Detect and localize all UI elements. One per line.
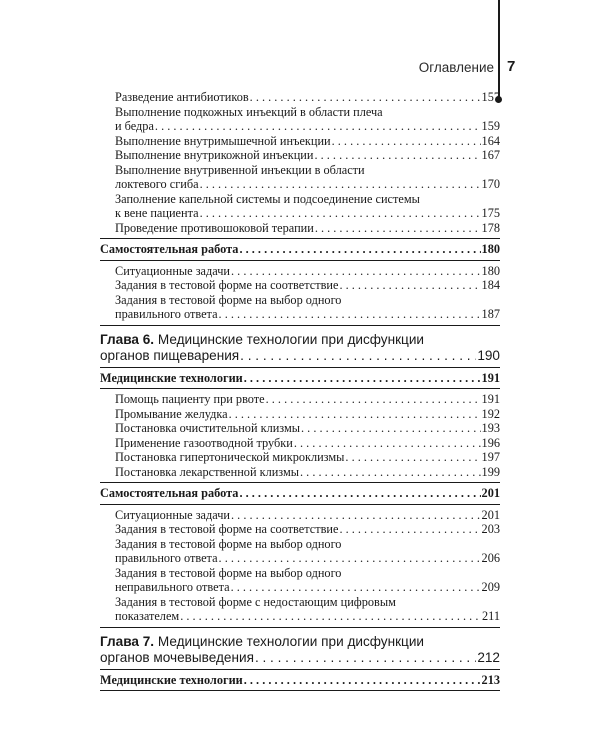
- toc-entry: Разведение антибиотиков . . . 157: [100, 90, 500, 105]
- running-header: Оглавление: [418, 60, 494, 75]
- toc-section: Самостоятельная работа . . . 180: [100, 242, 500, 257]
- toc-entry: Заполнение капельной системы и подсоединение системы к вене пациента . . . 175: [100, 192, 500, 221]
- toc-entry: Постановка очистительной клизмы . . . 193: [100, 421, 500, 436]
- toc-entry: Задания в тестовой форме на выбор одного неправильного ответа . . . 209: [100, 566, 500, 595]
- divider: [100, 482, 500, 483]
- toc-entry: Помощь пациенту при рвоте . . . 191: [100, 392, 500, 407]
- toc-chapter-7: Глава 7. Медицинские технологии при дисфункции органов мочевыведения . . . 212: [100, 634, 500, 666]
- toc-chapter-6: Глава 6. Медицинские технологии при дисфункции органов пищеварения . . . 190: [100, 332, 500, 364]
- toc-entry: Применение газоотводной трубки . . . 196: [100, 436, 500, 451]
- table-of-contents: [100, 90, 500, 694]
- toc-entry: Выполнение внутривенной инъекции в области локтевого сгиба . . . 170: [100, 163, 500, 192]
- toc-entry: Ситуационные задачи . . . 201: [100, 508, 500, 523]
- divider: [100, 388, 500, 389]
- toc-section: Медицинские технологии . . . 213: [100, 673, 500, 688]
- toc-entry: Выполнение подкожных инъекций в области плеча и бедра . . . 159: [100, 105, 500, 134]
- toc-entry: Задания в тестовой форме на выбор одного правильного ответа . . . 187: [100, 293, 500, 322]
- toc-entry: Выполнение внутрикожной инъекции . . . 167: [100, 148, 500, 163]
- toc-entry: Проведение противошоковой терапии . . . 178: [100, 221, 500, 236]
- divider: [100, 669, 500, 670]
- divider: [100, 690, 500, 691]
- header-rule: [498, 0, 500, 100]
- toc-entry: Постановка гипертонической микроклизмы . . . 197: [100, 450, 500, 465]
- divider: [100, 260, 500, 261]
- toc-entry: Задания в тестовой форме на соответствие . . . 184: [100, 278, 500, 293]
- toc-entry: Задания в тестовой форме с недостающим цифровым показателем . . . 211: [100, 595, 500, 624]
- divider: [100, 627, 500, 628]
- toc-entry: Задания в тестовой форме на соответствие . . . 203: [100, 522, 500, 537]
- toc-section: Медицинские технологии . . . 191: [100, 371, 500, 386]
- toc-entry: Ситуационные задачи . . . 180: [100, 264, 500, 279]
- divider: [100, 325, 500, 326]
- divider: [100, 367, 500, 368]
- page-number: 7: [507, 58, 516, 75]
- divider: [100, 504, 500, 505]
- toc-entry: Задания в тестовой форме на выбор одного правильного ответа . . . 206: [100, 537, 500, 566]
- toc-entry: Постановка лекарственной клизмы . . . 199: [100, 465, 500, 480]
- divider: [100, 238, 500, 239]
- toc-entry: Выполнение внутримышечной инъекции . . . 164: [100, 134, 500, 149]
- toc-entry: Промывание желудка . . . 192: [100, 407, 500, 422]
- toc-section: Самостоятельная работа . . . 201: [100, 486, 500, 501]
